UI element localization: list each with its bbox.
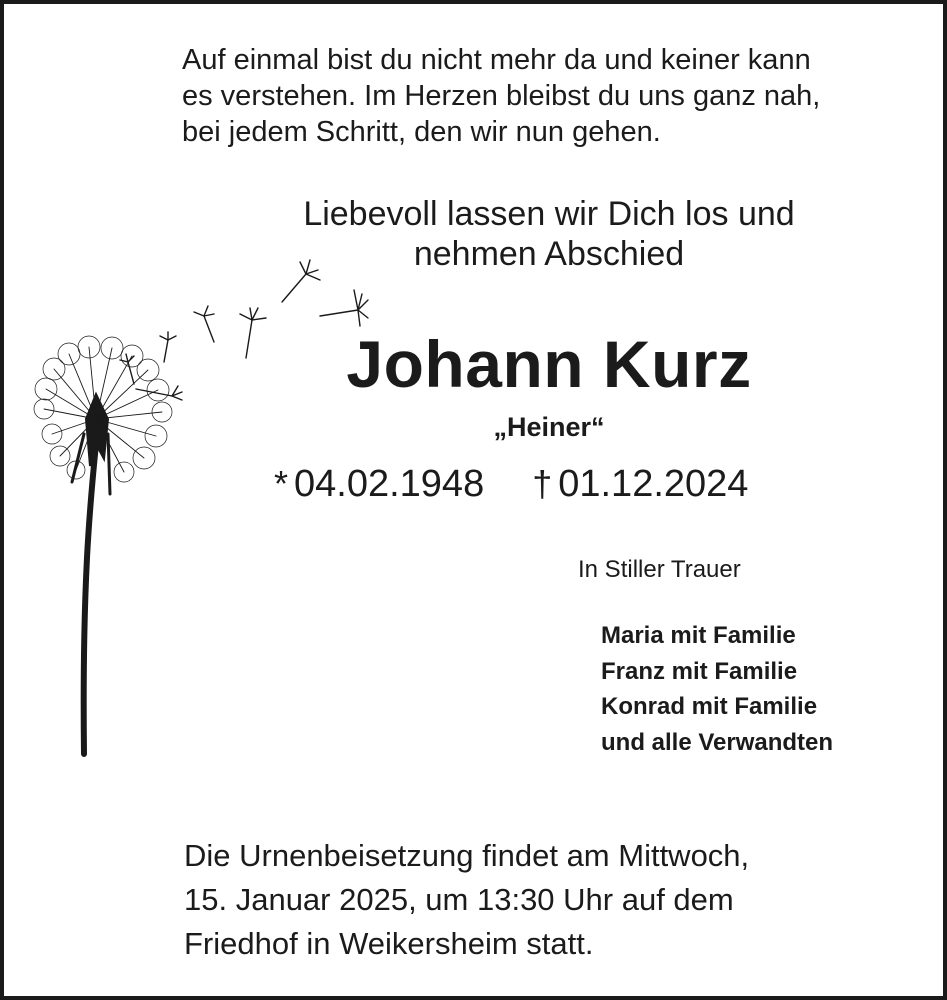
farewell-line: Liebevoll lassen wir Dich los und: [303, 195, 795, 233]
mourner-entry: Maria mit Familie: [601, 622, 796, 649]
birth-symbol: *: [274, 463, 289, 504]
poem-line: es verstehen. Im Herzen bleibst du uns ganz nah,: [182, 80, 821, 112]
death-date: 01.12.2024: [558, 463, 749, 505]
mourner-entry: Franz mit Familie: [601, 657, 798, 685]
deceased-name: Johann Kurz: [346, 327, 752, 401]
notice-line: 15. Januar 2025, um 13:30 Uhr auf dem: [184, 882, 734, 917]
deceased-nickname: „Heiner“: [493, 412, 605, 442]
poem: [182, 42, 820, 150]
funeral-notice: [184, 834, 749, 966]
poem-line: Auf einmal bist du nicht mehr da und keiner kann: [182, 44, 811, 76]
notice-line: Friedhof in Weikersheim statt.: [184, 926, 594, 961]
mourning-heading: In Stiller Trauer: [578, 556, 741, 583]
death-symbol: †: [532, 463, 553, 504]
birth-date: 04.02.1948: [294, 463, 485, 505]
farewell-line: nehmen Abschied: [413, 235, 685, 273]
mourners-list: [601, 618, 833, 760]
poem-line: bei jedem Schritt, den wir nun gehen.: [182, 116, 661, 148]
mourner-entry: und alle Verwandten: [601, 728, 834, 756]
notice-line: Die Urnenbeisetzung findet am Mittwoch,: [184, 838, 750, 873]
mourner-entry: Konrad mit Familie: [601, 693, 818, 720]
life-dates: [274, 460, 748, 508]
